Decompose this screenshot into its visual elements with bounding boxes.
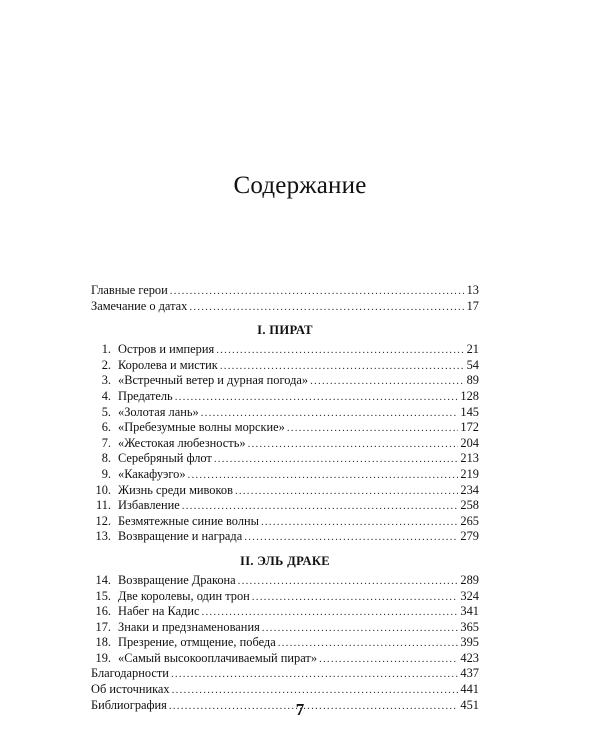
chapter-page: 54 — [466, 357, 479, 372]
chapter-title: Знаки и предзнаменования — [118, 619, 260, 634]
toc-leader-dots — [172, 683, 459, 699]
chapter-number: 10. — [95, 482, 111, 497]
chapter-page: 423 — [460, 650, 479, 665]
toc-leader-dots — [319, 652, 458, 668]
toc-chapter — [91, 405, 479, 421]
toc-chapter — [91, 620, 479, 636]
toc-chapter — [91, 589, 479, 605]
toc-leader-dots — [171, 667, 458, 683]
toc-leader-dots — [214, 452, 459, 468]
chapter-title: «Жестокая любезность» — [118, 435, 246, 450]
toc-entry-label: Замечание о датах — [91, 298, 188, 313]
toc-leader-dots — [261, 515, 458, 531]
toc-entry-sources — [91, 682, 479, 698]
part-heading-1: I. ПИРАТ — [257, 323, 313, 338]
chapter-title: «Какафуэго» — [118, 466, 186, 481]
chapter-page: 341 — [460, 604, 479, 619]
toc-leader-dots — [310, 374, 465, 390]
chapter-title: Избавление — [118, 498, 180, 513]
chapter-page: 279 — [460, 529, 479, 544]
chapter-page: 128 — [460, 388, 479, 403]
toc-leader-dots — [182, 499, 459, 515]
toc-leader-dots — [252, 590, 459, 606]
toc-chapter — [91, 498, 479, 514]
chapter-number: 4. — [101, 388, 111, 403]
toc-chapter — [91, 358, 479, 374]
toc-entry-page: 17 — [466, 298, 479, 313]
chapter-number: 12. — [95, 513, 111, 528]
toc-leader-dots — [262, 621, 459, 637]
chapter-page: 258 — [460, 498, 479, 513]
part-1-chapters — [91, 342, 479, 545]
chapter-page: 324 — [460, 588, 479, 603]
chapter-page: 395 — [460, 635, 479, 650]
chapter-number: 16. — [95, 604, 111, 619]
chapter-title: Серебряный флот — [118, 451, 212, 466]
toc-leader-dots — [238, 574, 459, 590]
chapter-number: 18. — [95, 635, 111, 650]
toc-entry-main-characters — [91, 283, 479, 299]
toc-leader-dots — [170, 284, 465, 300]
toc-chapter — [91, 635, 479, 651]
chapter-title: Презрение, отмщение, победа — [118, 635, 276, 650]
chapter-title: Жизнь среди мивоков — [118, 482, 233, 497]
toc-entry-label: Об источниках — [91, 682, 170, 697]
chapter-title: Королева и мистик — [118, 357, 218, 372]
toc-leader-dots — [278, 636, 459, 652]
chapter-number: 19. — [95, 650, 111, 665]
toc-entry-page: 441 — [460, 682, 479, 697]
chapter-title: Набег на Кадис — [118, 604, 200, 619]
toc-chapter — [91, 389, 479, 405]
chapter-title: «Золотая лань» — [118, 404, 199, 419]
toc-leader-dots — [175, 390, 459, 406]
toc-entry-page: 451 — [460, 697, 479, 712]
table-of-contents — [91, 283, 479, 713]
toc-leader-dots — [248, 437, 459, 453]
chapter-title: Возвращение Дракона — [118, 572, 236, 587]
toc-leader-dots — [287, 421, 459, 437]
toc-chapter — [91, 529, 479, 545]
chapter-number: 1. — [101, 342, 111, 357]
chapter-page: 265 — [460, 513, 479, 528]
toc-entry-label: Благодарности — [91, 666, 169, 681]
chapter-number: 17. — [95, 619, 111, 634]
toc-entry-page: 437 — [460, 666, 479, 681]
toc-chapter — [91, 514, 479, 530]
chapter-title: «Самый высокооплачиваемый пират» — [118, 650, 318, 665]
chapter-number: 5. — [101, 404, 111, 419]
chapter-number: 11. — [95, 498, 111, 513]
toc-chapter — [91, 373, 479, 389]
toc-chapter — [91, 467, 479, 483]
part-2-chapters — [91, 573, 479, 667]
chapter-page: 172 — [460, 420, 479, 435]
toc-entry-dates-note — [91, 299, 479, 315]
chapter-title: «Пребезумные волны морские» — [118, 420, 285, 435]
chapter-title: Предатель — [118, 388, 173, 403]
toc-entry-label: Главные герои — [91, 283, 168, 297]
chapter-page: 289 — [460, 572, 479, 587]
chapter-page: 21 — [466, 342, 479, 357]
chapter-number: 13. — [95, 529, 111, 544]
chapter-title: Безмятежные синие волны — [118, 513, 259, 528]
chapter-title: Остров и империя — [118, 342, 215, 357]
toc-leader-dots — [189, 300, 464, 316]
chapter-title: Возвращение и награда — [118, 529, 243, 544]
chapter-page: 204 — [460, 435, 479, 450]
toc-chapter — [91, 436, 479, 452]
chapter-page: 365 — [460, 619, 479, 634]
chapter-number: 7. — [101, 435, 111, 450]
chapter-number: 9. — [101, 466, 111, 481]
chapter-number: 15. — [95, 588, 111, 603]
chapter-page: 234 — [460, 482, 479, 497]
toc-entry-acknowledgments — [91, 666, 479, 682]
chapter-page: 145 — [460, 404, 479, 419]
toc-entry-label: Библиография — [91, 697, 167, 712]
toc-leader-dots — [220, 359, 465, 375]
chapter-number: 3. — [101, 373, 111, 388]
toc-chapter — [91, 451, 479, 467]
chapter-number: 6. — [101, 420, 111, 435]
toc-leader-dots — [235, 484, 458, 500]
chapter-title: «Встречный ветер и дурная погода» — [118, 373, 309, 388]
toc-leader-dots — [202, 605, 459, 621]
toc-leader-dots — [216, 343, 464, 359]
chapter-page: 219 — [460, 466, 479, 481]
toc-chapter — [91, 483, 479, 499]
chapter-page: 89 — [466, 373, 479, 388]
toc-entry-page: 13 — [466, 283, 479, 297]
chapter-number: 8. — [101, 451, 111, 466]
part-heading-2: II. ЭЛЬ ДРАКЕ — [240, 553, 330, 568]
chapter-page: 213 — [460, 451, 479, 466]
toc-leader-dots — [244, 530, 458, 546]
toc-chapter — [91, 420, 479, 436]
toc-chapter — [91, 604, 479, 620]
toc-leader-dots — [188, 468, 459, 484]
toc-leader-dots — [201, 406, 459, 422]
toc-chapter — [91, 573, 479, 589]
toc-chapter — [91, 342, 479, 358]
chapter-number: 2. — [101, 357, 111, 372]
page-title: Содержание — [233, 172, 367, 199]
toc-chapter — [91, 651, 479, 667]
page-number: 7 — [295, 700, 305, 719]
chapter-number: 14. — [95, 572, 111, 587]
chapter-title: Две королевы, один трон — [118, 588, 250, 603]
